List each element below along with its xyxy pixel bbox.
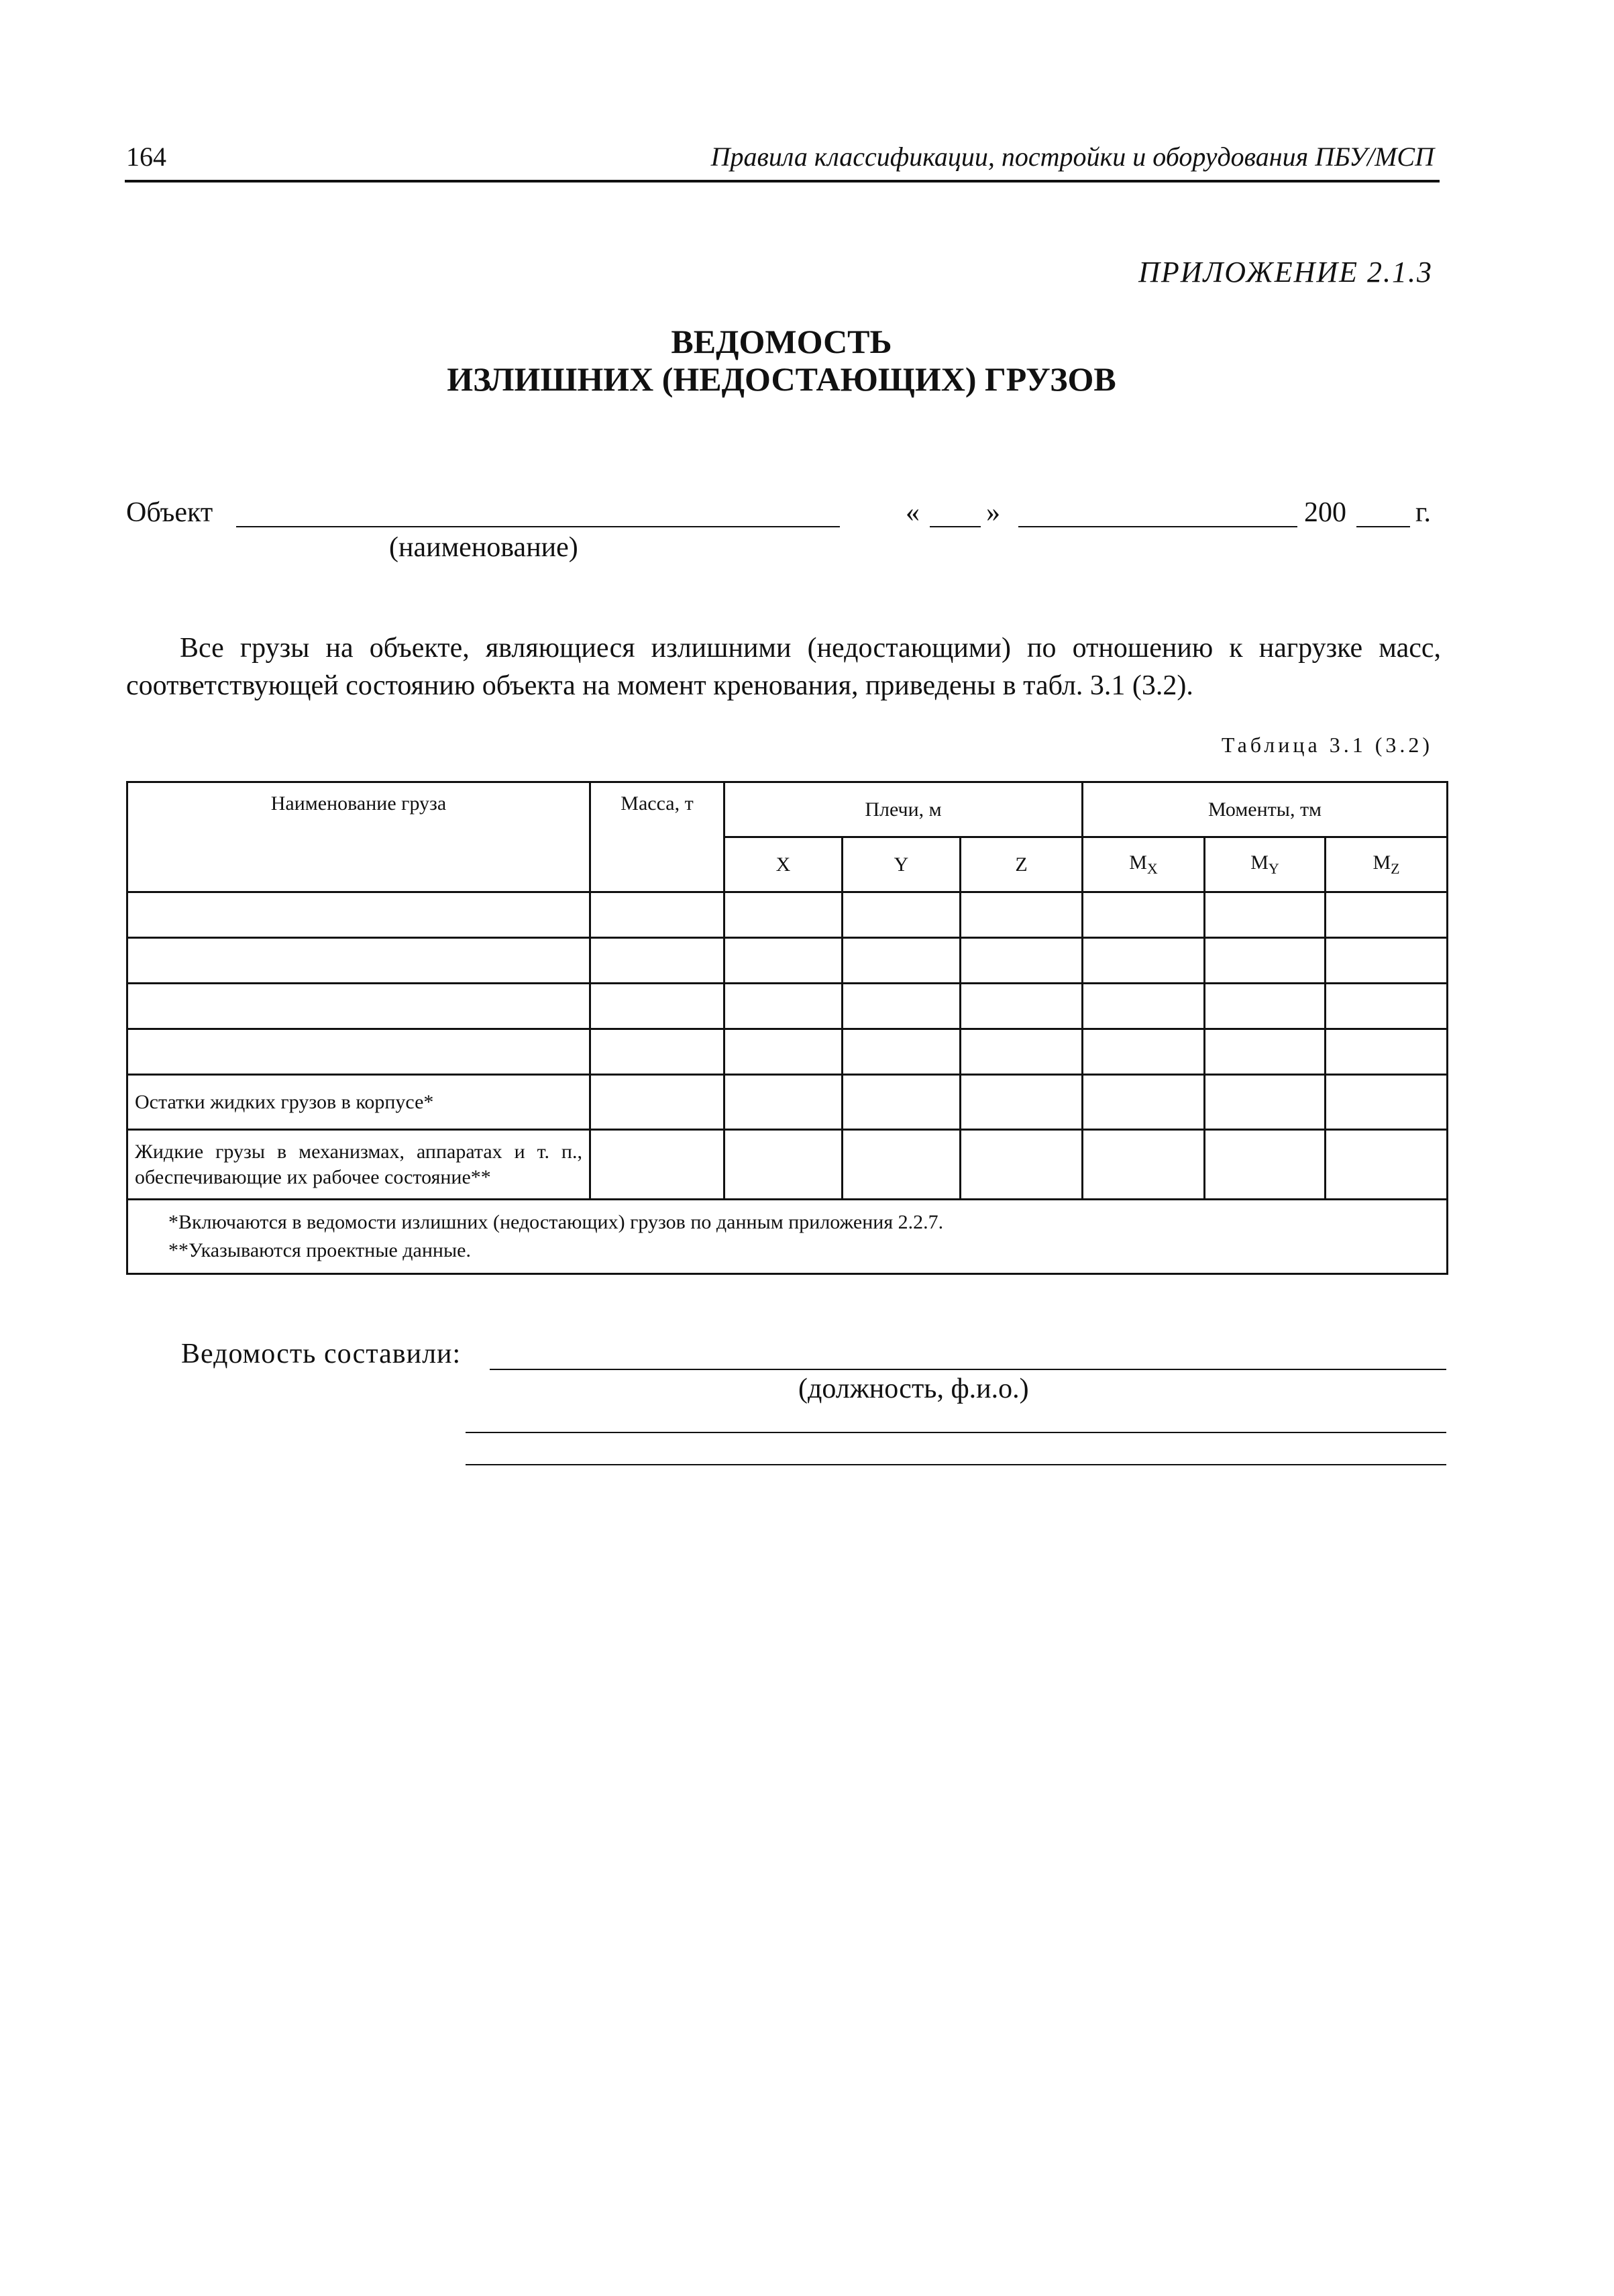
- table-cell[interactable]: [724, 1029, 843, 1075]
- table-caption: Таблица 3.1 (3.2): [1221, 733, 1433, 757]
- signature-line-2[interactable]: [466, 1432, 1446, 1433]
- table-cell[interactable]: [590, 1029, 724, 1075]
- object-label: Объект: [126, 497, 213, 528]
- table-cell[interactable]: [1326, 892, 1448, 938]
- document-title-line1: ВЕДОМОСТЬ: [671, 323, 892, 360]
- row-label-liquid-residues: Остатки жидких грузов в корпусе*: [127, 1075, 590, 1130]
- header-moments: Моменты, тм: [1083, 782, 1448, 837]
- date-close-quote: »: [986, 497, 1000, 528]
- date-year-suffix: г.: [1415, 497, 1431, 528]
- date-year-line[interactable]: [1356, 526, 1410, 527]
- object-name-line[interactable]: [236, 526, 840, 527]
- header-arms: Плечи, м: [724, 782, 1083, 837]
- table-cell[interactable]: [1083, 1075, 1205, 1130]
- header-mass: Масса, т: [590, 782, 724, 892]
- running-title: Правила классификации, постройки и оборудования ПБУ/МСП: [710, 142, 1434, 172]
- table-cell[interactable]: [127, 938, 590, 984]
- object-name-caption: (наименование): [389, 532, 578, 563]
- table-row-liquid-residues: [127, 1075, 1448, 1130]
- table-row: [127, 892, 1448, 938]
- table-cell[interactable]: [1083, 1029, 1205, 1075]
- table-cell[interactable]: [843, 892, 961, 938]
- table-cell[interactable]: [724, 1130, 843, 1200]
- signature-caption: (должность, ф.и.о.): [798, 1373, 1029, 1404]
- intro-paragraph: Все грузы на объекте, являющиеся излишними (недостающими) по отношению к нагрузке масс, соответствующей состоянию объекта на момент кренования, приведены в табл. 3.1 (3.2).: [126, 633, 1441, 701]
- table-cell[interactable]: [843, 1029, 961, 1075]
- table-cell[interactable]: [961, 984, 1083, 1029]
- table-cell[interactable]: [1326, 1075, 1448, 1130]
- table-cell[interactable]: [127, 892, 590, 938]
- table-cell[interactable]: [127, 984, 590, 1029]
- table-cell[interactable]: [1326, 1130, 1448, 1200]
- table-cell[interactable]: [724, 1075, 843, 1130]
- table-cell[interactable]: [590, 984, 724, 1029]
- table-cell[interactable]: [1205, 1130, 1326, 1200]
- table-cell[interactable]: [961, 1075, 1083, 1130]
- header-moment-x: $M_X$: [1083, 837, 1205, 892]
- page-number: 164: [126, 142, 166, 172]
- table-cell[interactable]: [1205, 984, 1326, 1029]
- footnote-2: **Указываются проектные данные.: [168, 1239, 471, 1261]
- row-label-liquid-in-machinery: Жидкие грузы в механизмах, аппаратах и т. п., обеспечивающие их рабочее состояние**: [127, 1130, 590, 1200]
- signature-line-3[interactable]: [466, 1464, 1446, 1465]
- appendix-label: ПРИЛОЖЕНИЕ 2.1.3: [1138, 256, 1433, 289]
- table-cell[interactable]: [843, 984, 961, 1029]
- table-row: [127, 984, 1448, 1029]
- header-moment-y: $M_Y$: [1205, 837, 1326, 892]
- table-cell[interactable]: [1205, 1075, 1326, 1130]
- table-cell[interactable]: [1205, 1029, 1326, 1075]
- table-cell[interactable]: [1083, 984, 1205, 1029]
- table-row-liquid-in-machinery: [127, 1130, 1448, 1200]
- table-cell[interactable]: [843, 1130, 961, 1200]
- table-cell[interactable]: [961, 892, 1083, 938]
- table-cell[interactable]: [1205, 938, 1326, 984]
- table-cell[interactable]: [843, 1075, 961, 1130]
- document-title-line2: ИЗЛИШНИХ (НЕДОСТАЮЩИХ) ГРУЗОВ: [447, 360, 1116, 398]
- header-rule: [125, 180, 1440, 182]
- table-cell[interactable]: [724, 892, 843, 938]
- table-cell[interactable]: [1326, 938, 1448, 984]
- date-month-line[interactable]: [1018, 526, 1297, 527]
- header-arm-z: Z: [961, 837, 1083, 892]
- table-cell[interactable]: [724, 938, 843, 984]
- table-row: [127, 1029, 1448, 1075]
- cargo-table: [126, 781, 1448, 1275]
- table-cell[interactable]: [1326, 1029, 1448, 1075]
- table-footnotes: [127, 1200, 1448, 1274]
- footnote-1: *Включаются в ведомости излишних (недостающих) грузов по данным приложения 2.2.7.: [168, 1211, 944, 1233]
- header-arm-x: X: [724, 837, 843, 892]
- signature-line-1[interactable]: [490, 1369, 1446, 1370]
- table-row: [127, 938, 1448, 984]
- header-moment-z: $M_Z$: [1326, 837, 1448, 892]
- header-cargo-name: Наименование груза: [127, 782, 590, 892]
- date-year-prefix: 200: [1304, 497, 1346, 528]
- header-arm-y: Y: [843, 837, 961, 892]
- table-cell[interactable]: [590, 892, 724, 938]
- table-cell[interactable]: [590, 1075, 724, 1130]
- date-open-quote: «: [906, 497, 920, 528]
- table-cell[interactable]: [843, 938, 961, 984]
- table-cell[interactable]: [1083, 892, 1205, 938]
- table-cell[interactable]: [590, 938, 724, 984]
- signature-label: Ведомость составили:: [181, 1339, 462, 1369]
- date-day-line[interactable]: [930, 526, 981, 527]
- table-cell[interactable]: [724, 984, 843, 1029]
- footnotes-row: [127, 1200, 1448, 1274]
- table-cell[interactable]: [1083, 938, 1205, 984]
- table-cell[interactable]: [961, 1130, 1083, 1200]
- table-cell[interactable]: [590, 1130, 724, 1200]
- table-cell[interactable]: [1205, 892, 1326, 938]
- table-cell[interactable]: [961, 1029, 1083, 1075]
- table-cell[interactable]: [127, 1029, 590, 1075]
- table-cell[interactable]: [1326, 984, 1448, 1029]
- table-cell[interactable]: [961, 938, 1083, 984]
- table-cell[interactable]: [1083, 1130, 1205, 1200]
